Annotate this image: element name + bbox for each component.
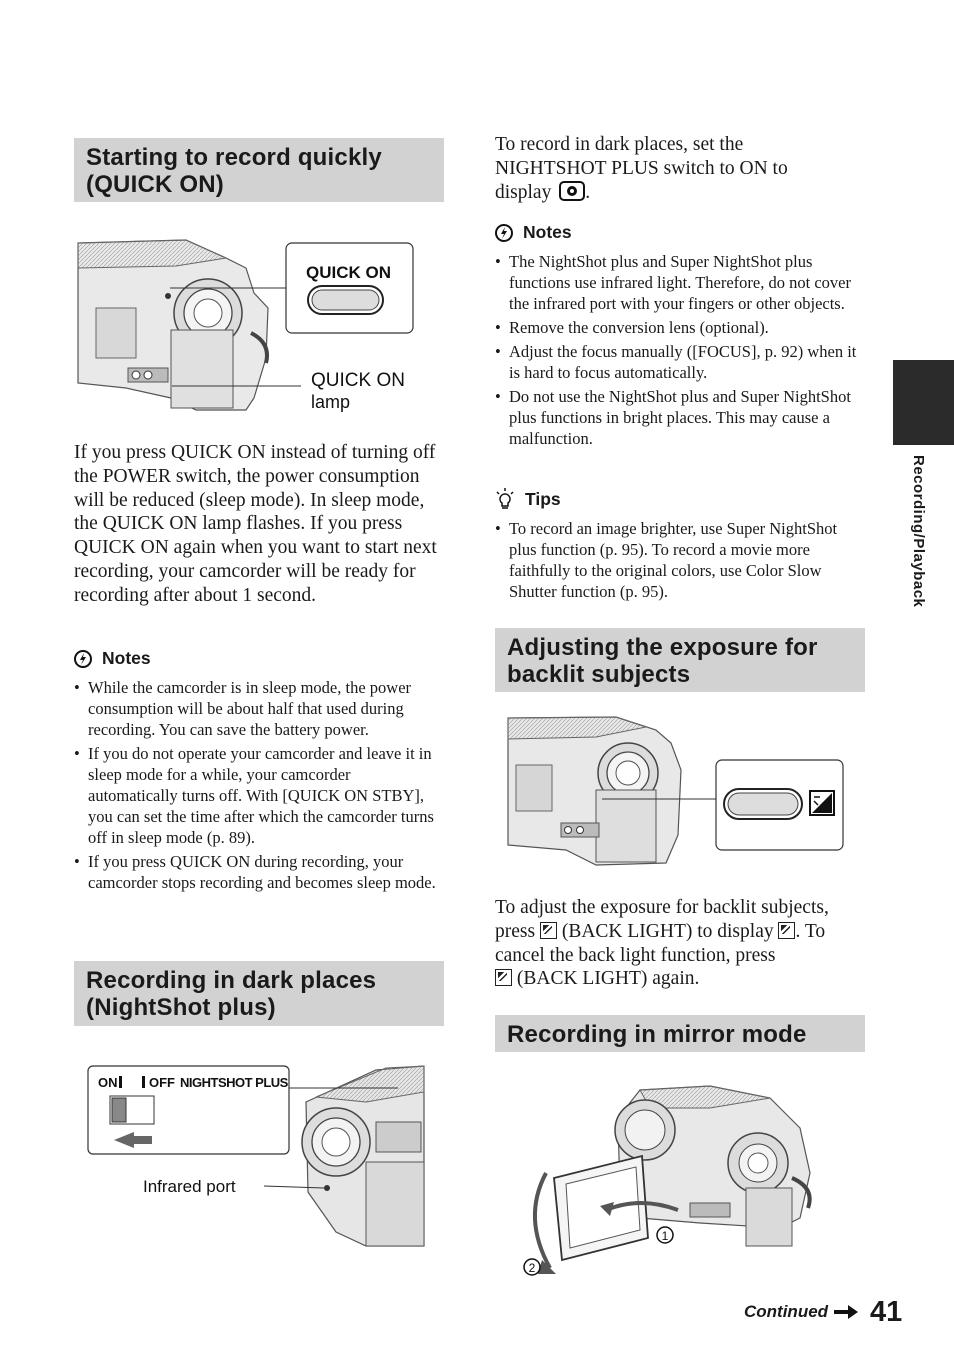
heading-line: backlit subjects (507, 661, 691, 688)
backlight-icon (810, 791, 834, 815)
list-item: • If you press QUICK ON during recording, your camcorder stops recording and becomes sleep mode. (74, 851, 442, 893)
text-line (495, 967, 865, 991)
callout-quick-on-lamp-line2: lamp (311, 392, 351, 412)
mirror-mode-illustration (510, 1078, 830, 1278)
text-run: (BACK LIGHT) again. (516, 968, 700, 990)
section-heading-dark (74, 961, 444, 1026)
quick-on-button-label: QUICK ON (306, 263, 391, 282)
chapter-tab-text: Recording/Playback (910, 455, 927, 608)
section-heading-mirror (495, 1015, 865, 1052)
marker-1: 1 (661, 1229, 669, 1243)
figure-mirror-mode (510, 1078, 830, 1278)
text-line (495, 920, 865, 944)
text-run: . (585, 181, 591, 203)
footer (744, 1292, 914, 1332)
text-run: (BACK LIGHT) to display (561, 920, 774, 942)
heading-line: (QUICK ON) (86, 171, 224, 198)
notes-heading (74, 648, 442, 669)
text-line: To adjust the exposure for backlit subjects, (495, 897, 829, 918)
figure-backlight (506, 715, 846, 870)
nightshot-indicator-icon (559, 181, 585, 201)
dark-notes (495, 222, 865, 452)
heading-line: Recording in dark places (86, 967, 377, 994)
list-item: • If you do not operate your camcorder and leave it in sleep mode for a while, your camcorder automatically turns off. With [QUICK ON STBY], you can set the time after which the camcorder turns off in sleep mode (p. 89). (74, 743, 442, 848)
notes-list (74, 677, 442, 893)
list-item: • Do not use the NightShot plus and Super NightShot plus functions in bright places. This may cause a malfunction. (495, 386, 865, 449)
heading-line: Starting to record quickly (86, 144, 382, 171)
text-run: display (495, 181, 552, 203)
text-run: press (495, 920, 536, 942)
page-number: 41 (870, 1295, 903, 1328)
switch-on-label: ON (98, 1075, 118, 1090)
tips-heading-label: Tips (525, 488, 561, 509)
quick-on-notes (74, 648, 442, 896)
figure-quick-on (76, 238, 436, 416)
heading-line: Adjusting the exposure for (507, 634, 818, 661)
backlight-icon (495, 969, 512, 986)
section-heading-backlit (495, 628, 865, 692)
callout-infrared-port: Infrared port (143, 1177, 236, 1196)
list-item: • The NightShot plus and Super NightShot plus functions use infrared light. Therefore, do not cover the infrared port with your fingers or other objects. (495, 251, 865, 314)
notes-heading-label: Notes (523, 222, 572, 242)
callout-quick-on-lamp-line1: QUICK ON (311, 370, 405, 391)
camcorder-illustration (76, 238, 436, 416)
notes-icon (74, 650, 92, 668)
nightshot-illustration (86, 1062, 426, 1248)
tips-list (495, 518, 865, 602)
chapter-tab (893, 360, 954, 445)
notes-heading (495, 222, 865, 243)
list-item: • Adjust the focus manually ([FOCUS], p. 92) when it is hard to focus automatically. (495, 341, 865, 383)
list-item: • While the camcorder is in sleep mode, the power consumption will be about half that used during recording. You can save the battery power. (74, 677, 442, 740)
backlight-icon (540, 922, 557, 939)
list-item: • Remove the conversion lens (optional). (495, 317, 865, 338)
quick-on-paragraph: If you press QUICK ON instead of turning off the POWER switch, the power consumption will be reduced (sleep mode). In sleep mode, the QUICK ON lamp flashes. If you press QUICK ON again when you want to start next recording, your camcorder will be ready for recording after about 1 second. (74, 442, 437, 606)
text-line: To record in dark places, set the (495, 134, 744, 155)
text-line: NIGHTSHOT PLUS switch to ON to (495, 157, 788, 179)
continued-label: Continued (744, 1302, 829, 1321)
section-heading-quick-on (74, 138, 444, 202)
arrow-right-icon (834, 1304, 858, 1320)
backlight-illustration (506, 715, 846, 870)
switch-off-label: OFF (149, 1075, 175, 1090)
text-run: . To (795, 920, 826, 942)
figure-nightshot (86, 1062, 426, 1248)
notes-list (495, 251, 865, 449)
tips-heading (495, 488, 865, 510)
lightbulb-icon (495, 488, 515, 510)
notes-icon (495, 224, 513, 242)
dark-tips (495, 488, 865, 605)
heading-line: Recording in mirror mode (507, 1021, 807, 1048)
text-line (495, 181, 865, 205)
switch-name-label: NIGHTSHOT PLUS (180, 1075, 288, 1090)
marker-2: 2 (528, 1261, 536, 1275)
backlight-icon (778, 922, 795, 939)
list-item: • To record an image brighter, use Super NightShot plus function (p. 95). To record a movie more faithfully to the original colors, use Color Slow Shutter function (p. 95). (495, 518, 865, 602)
heading-line: (NightShot plus) (86, 994, 276, 1021)
chapter-tab-label (907, 455, 929, 645)
dark-intro (495, 133, 865, 204)
notes-heading-label: Notes (102, 648, 151, 668)
backlit-paragraph (495, 896, 865, 991)
text-line: cancel the back light function, press (495, 944, 776, 966)
